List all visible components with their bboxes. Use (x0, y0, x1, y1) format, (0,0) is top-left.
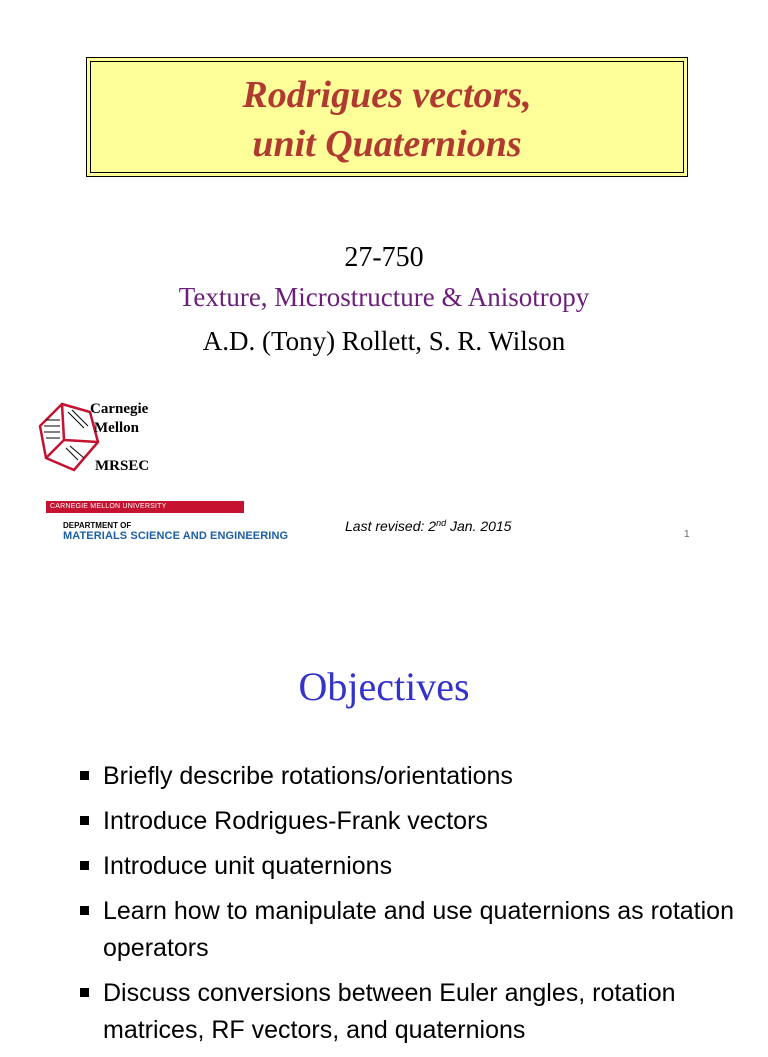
authors: A.D. (Tony) Rollett, S. R. Wilson (202, 326, 566, 356)
last-revised (345, 517, 511, 535)
list-item (76, 803, 736, 840)
bullet-square-icon (80, 771, 89, 780)
objectives-slide (0, 580, 768, 1044)
last-revised-prefix: Last revised: 2 (345, 518, 437, 534)
course-title: Texture, Microstructure & Anisotropy (178, 282, 590, 312)
cmu-banner-text: CARNEGIE MELLON UNIVERSITY (50, 503, 167, 510)
last-revised-sup: nd (436, 518, 447, 528)
list-item (76, 975, 736, 1049)
dept-name-label: MATERIALS SCIENCE AND ENGINEERING (63, 530, 289, 542)
last-revised-suffix: Jan. 2015 (446, 518, 512, 534)
list-item (76, 848, 736, 885)
bullet-square-icon (80, 906, 89, 915)
cmu-banner-bar (46, 501, 244, 513)
bullet-text: Introduce Rodrigues-Frank vectors (103, 807, 488, 835)
bullet-text: Discuss conversions between Euler angles, rotation matrices, RF vectors, and quaternions (103, 979, 676, 1044)
bullet-square-icon (80, 861, 89, 870)
title-line-1: Rodrigues vectors, (242, 74, 532, 116)
dept-of-label: DEPARTMENT OF (63, 521, 132, 530)
mrsec-text-mellon: Mellon (94, 420, 139, 436)
bullet-text: Learn how to manipulate and use quaternions as rotation operators (103, 897, 734, 962)
mrsec-text-carnegie: Carnegie (90, 401, 149, 417)
page-number: 1 (684, 529, 690, 540)
bullet-text: Introduce unit quaternions (103, 852, 393, 880)
mrsec-text-mrsec: MRSEC (95, 458, 150, 474)
bullet-square-icon (80, 988, 89, 997)
bullet-square-icon (80, 816, 89, 825)
list-item (76, 758, 736, 795)
title-box (86, 57, 688, 177)
title-line-2: unit Quaternions (252, 123, 522, 165)
objectives-list (76, 758, 736, 1057)
bullet-text: Briefly describe rotations/orientations (103, 762, 513, 790)
list-item (76, 893, 736, 967)
objectives-title: Objectives (298, 664, 470, 709)
course-number: 27-750 (344, 242, 424, 273)
